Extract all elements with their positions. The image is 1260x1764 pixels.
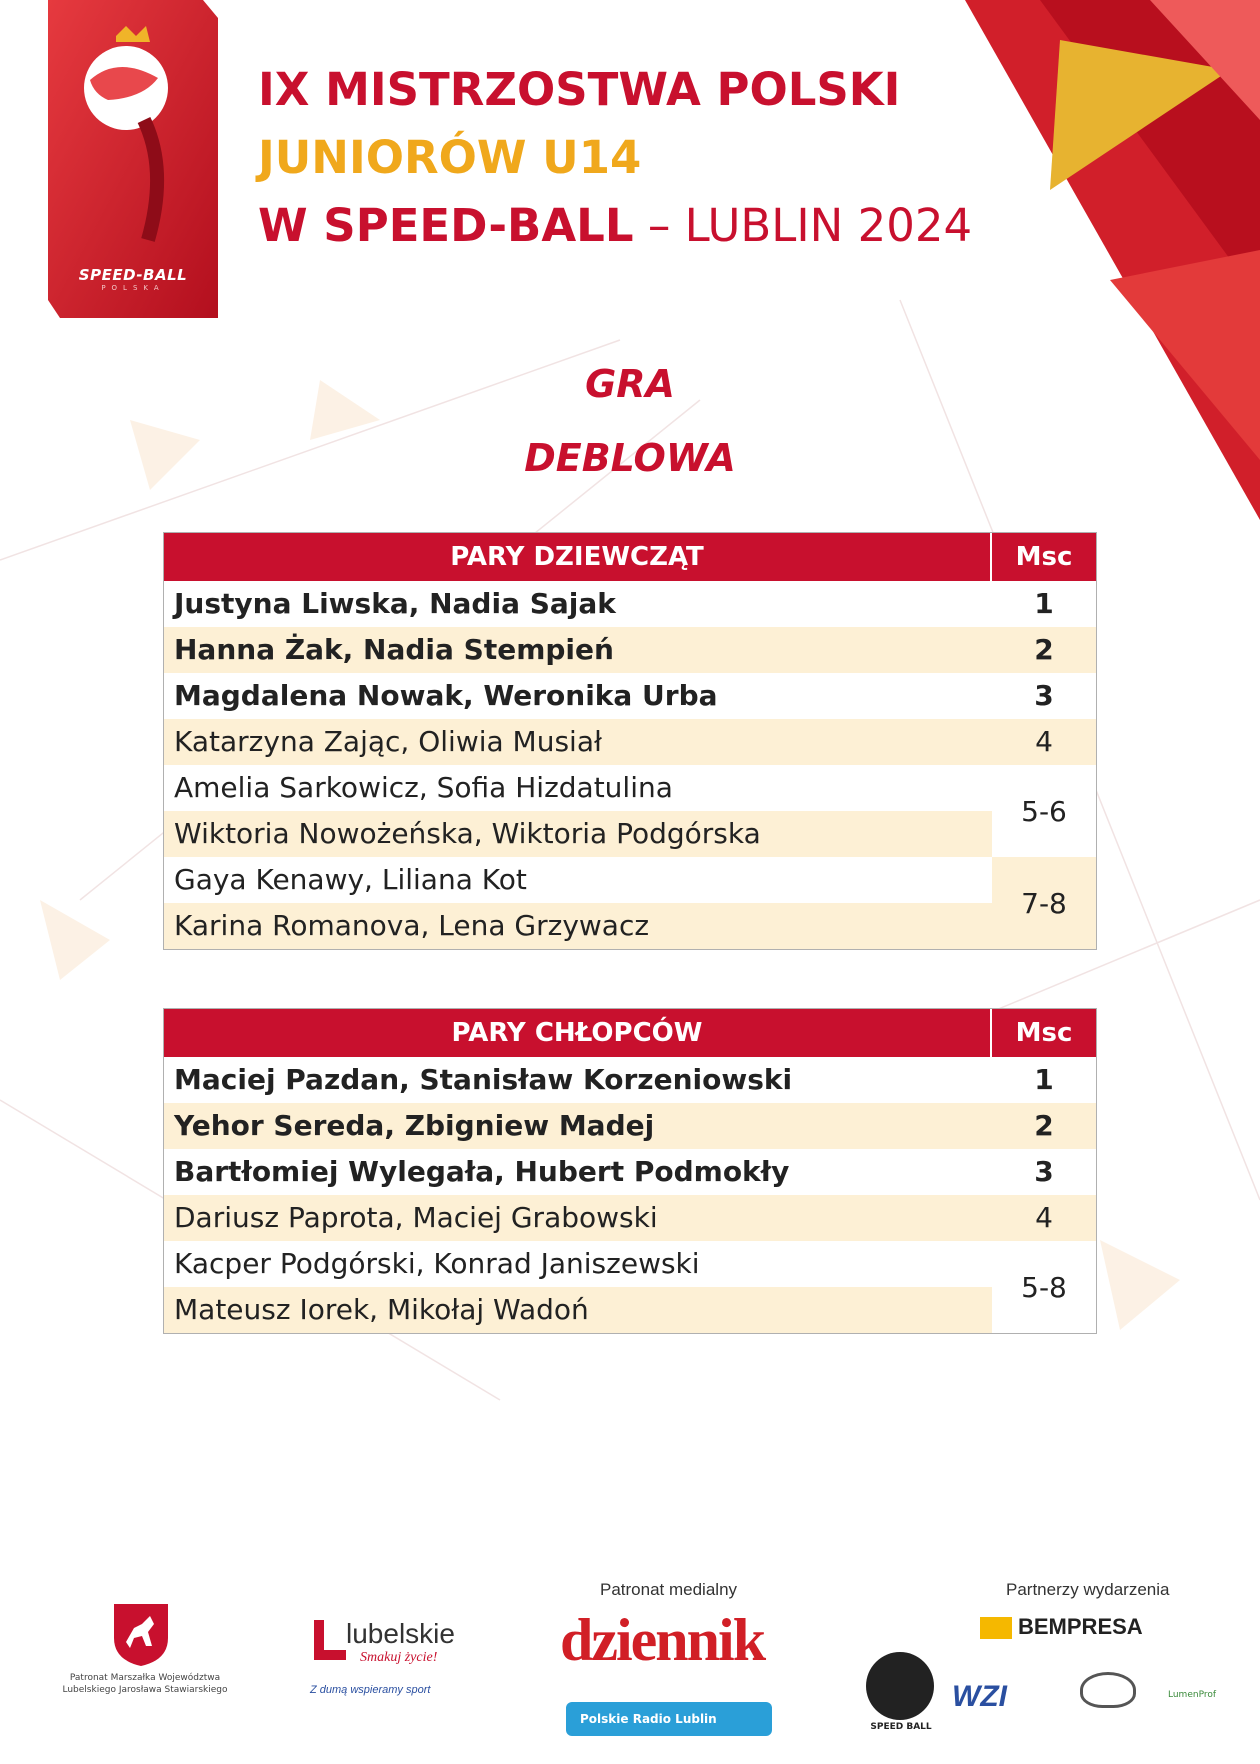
pair-names: Magdalena Nowak, Weronika Urba (174, 679, 718, 712)
dziennik-logo: dziennik (560, 1607, 765, 1673)
table-row (164, 581, 1096, 627)
title-line-3-thin: – LUBLIN 2024 (633, 199, 973, 252)
pair-names: Kacper Podgórski, Konrad Janiszewski (174, 1247, 700, 1280)
speedball-small-label: SPEED BALL (870, 1722, 932, 1732)
logo-subtext: POLSKA (101, 284, 165, 292)
column-header-place: Msc (1015, 542, 1073, 572)
subtitle-line-2: DEBLOWA (524, 436, 736, 480)
pair-names: Wiktoria Nowożeńska, Wiktoria Podgórska (164, 811, 992, 857)
table-header (164, 533, 1096, 581)
column-header-place: Msc (1015, 1018, 1073, 1048)
arena-logo-icon (1080, 1672, 1136, 1708)
column-header-pairs: PARY DZIEWCZĄT (164, 533, 992, 581)
place: 4 (992, 719, 1096, 765)
column-header-pairs: PARY CHŁOPCÓW (164, 1009, 992, 1057)
table-row (164, 673, 1096, 719)
lubelskie-slogan: Smakuj życie! (360, 1650, 438, 1665)
table-row-group (164, 765, 1096, 857)
pair-names: Katarzyna Zając, Oliwia Musiał (164, 719, 992, 765)
table-row (164, 1057, 1096, 1103)
lubelskie-logo (310, 1618, 455, 1696)
subtitle-line-1: GRA (585, 362, 675, 406)
place: 1 (1034, 587, 1054, 620)
media-patronage-label: Patronat medialny (600, 1580, 738, 1599)
speedball-small-logo-icon (866, 1652, 934, 1720)
table-row (164, 1195, 1096, 1241)
logo-text: SPEED-BALL (78, 266, 188, 284)
lubelskie-l-icon (310, 1618, 350, 1662)
pair-names: Mateusz Iorek, Mikołaj Wadoń (164, 1287, 992, 1333)
pair-names: Bartłomiej Wylegała, Hubert Podmokły (174, 1155, 790, 1188)
table-row (164, 1149, 1096, 1195)
pair-names: Amelia Sarkowicz, Sofia Hizdatulina (174, 771, 673, 804)
patronat-text: Patronat Marszałka Województwa Lubelskiego Jarosława Stawiarskiego (62, 1673, 228, 1695)
table-row (164, 719, 1096, 765)
table-row-group (164, 857, 1096, 949)
table-row (164, 1103, 1096, 1149)
pair-names: Justyna Liwska, Nadia Sajak (174, 587, 616, 620)
title-line-3-bold: W SPEED-BALL (258, 199, 634, 252)
boys-results-table (163, 1008, 1097, 1334)
lubelskie-coat-of-arms-icon (112, 1602, 170, 1668)
pair-names: Gaya Kenawy, Liliana Kot (174, 863, 527, 896)
table-row-group (164, 1241, 1096, 1333)
wzi-logo: WZI (952, 1680, 1007, 1713)
place: 2 (992, 627, 1096, 673)
bempresa-mark-icon (980, 1617, 1012, 1639)
pair-names: Hanna Żak, Nadia Stempień (164, 627, 992, 673)
place: 3 (1034, 679, 1054, 712)
place: 1 (1034, 1063, 1054, 1096)
page-title (258, 56, 972, 260)
partners-label: Partnerzy wydarzenia (1006, 1580, 1170, 1599)
bempresa-name: BEMPRESA (1018, 1614, 1143, 1639)
place: 3 (1034, 1155, 1054, 1188)
lubelskie-name: lubelskie (346, 1618, 455, 1649)
radio-lublin-logo: Polskie Radio Lublin (566, 1702, 772, 1736)
pair-names: Yehor Sereda, Zbigniew Madej (164, 1103, 992, 1149)
place: 5-6 (1021, 794, 1067, 828)
pair-names: Karina Romanova, Lena Grzywacz (164, 903, 992, 949)
title-line-1: IX MISTRZOSTWA POLSKI (258, 63, 901, 116)
place: 4 (992, 1195, 1096, 1241)
speedball-logo (48, 0, 218, 318)
place: 2 (992, 1103, 1096, 1149)
place: 5-8 (1021, 1270, 1067, 1304)
lubelskie-subtext: Z dumą wspieramy sport (310, 1684, 431, 1696)
title-line-2: JUNIORÓW U14 (258, 131, 642, 184)
girls-results-table (163, 532, 1097, 950)
place: 7-8 (992, 857, 1096, 949)
table-header (164, 1009, 1096, 1057)
lumenprof-logo: LumenProf (1168, 1690, 1217, 1700)
title-line-3 (258, 192, 972, 260)
pair-names: Dariusz Paprota, Maciej Grabowski (164, 1195, 992, 1241)
pair-names: Maciej Pazdan, Stanisław Korzeniowski (174, 1063, 793, 1096)
bempresa-logo (980, 1614, 1143, 1640)
table-row (164, 627, 1096, 673)
